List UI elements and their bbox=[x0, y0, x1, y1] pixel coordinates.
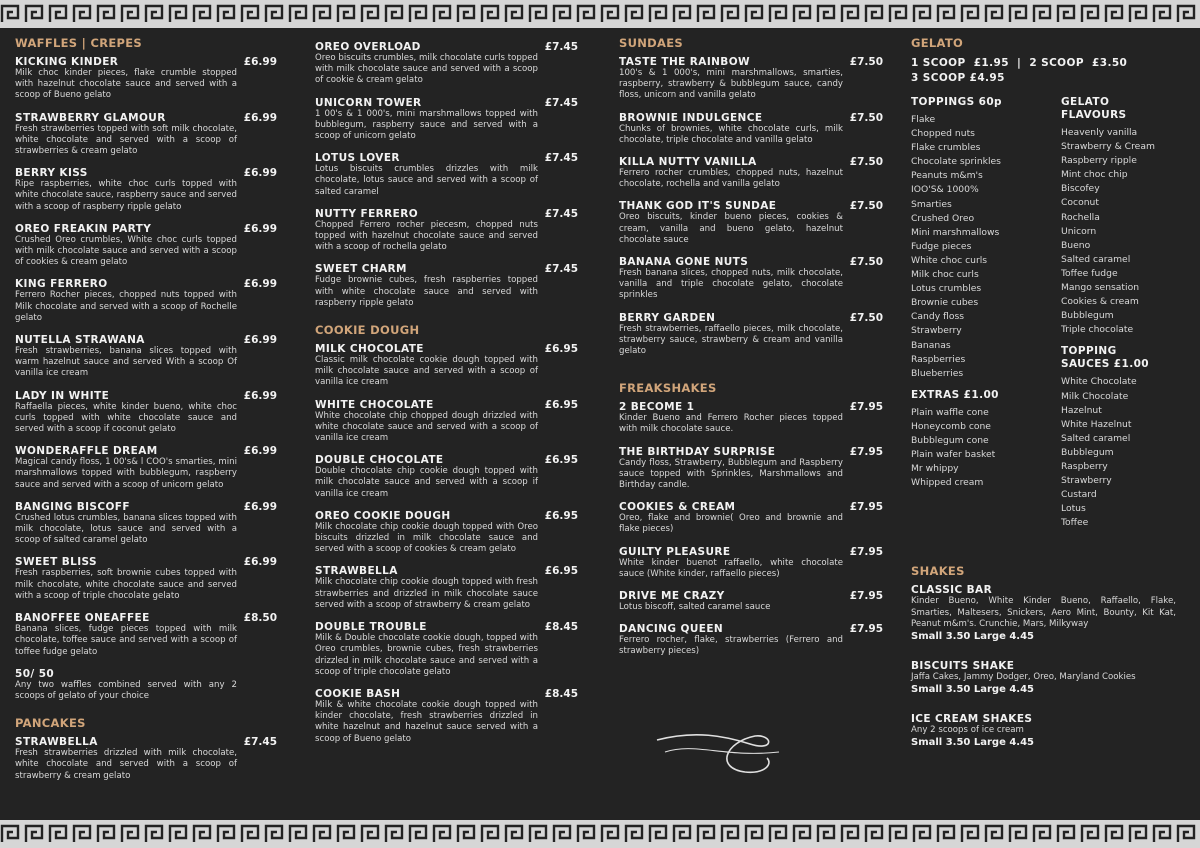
menu-item-name: NUTELLA STRAWANA bbox=[15, 334, 145, 347]
shake-description: Jaffa Cakes, Jammy Dodger, Oreo, Maryland Cookies bbox=[911, 672, 1136, 683]
extra-item: Plain wafer basket bbox=[911, 449, 996, 461]
greek-key-border-top bbox=[0, 0, 1200, 28]
menu-item-name: TASTE THE RAINBOW bbox=[619, 56, 751, 68]
menu-item-name: 50/ 50 bbox=[15, 667, 55, 680]
topping-item: Mini marshmallows bbox=[911, 226, 1000, 238]
topping-item: Milk choc curls bbox=[911, 269, 979, 281]
menu-item-description: Lotus biscuits crumbles drizzles with milk chocolate, lotus sauce and served with a scoop of salted caramel bbox=[315, 164, 538, 197]
topping-item: Bananas bbox=[911, 339, 951, 351]
flavour-item: Mango sensation bbox=[1061, 282, 1140, 294]
menu-item-price: £7.45 bbox=[544, 263, 578, 276]
menu-item bbox=[315, 343, 578, 389]
menu-item bbox=[315, 41, 578, 87]
menu-item bbox=[315, 510, 578, 556]
extra-item: Plain waffle cone bbox=[911, 406, 989, 418]
menu-item-price: £7.50 bbox=[849, 311, 883, 324]
menu-item-price: £6.99 bbox=[243, 278, 277, 291]
menu-item bbox=[619, 446, 883, 492]
menu-item-price: £7.50 bbox=[849, 156, 883, 169]
menu-item-price: £8.45 bbox=[544, 687, 578, 700]
shake-sizes: Small 3.50 Large 4.45 bbox=[911, 737, 1035, 749]
menu-item-description: Milk chocolate chip cookie dough topped with fresh strawberries and drizzled in milk chocolate sauce served with a scoop of strawberry & cream gelato bbox=[315, 577, 538, 610]
flavour-item: Triple chocolate bbox=[1061, 324, 1134, 336]
topping-item: Fudge pieces bbox=[911, 240, 972, 252]
menu-item-name: OREO OVERLOAD bbox=[315, 41, 421, 53]
topping-item: Chocolate sprinkles bbox=[911, 156, 1001, 168]
menu-item-price: £6.95 bbox=[544, 454, 578, 467]
menu-item-description: Crushed Oreo crumbles, White choc curls topped with milk chocolate sauce and served with a scoop of cookies & cream gelato bbox=[15, 234, 237, 268]
decorative-swirl-icon bbox=[655, 728, 785, 778]
section-title-sundaes: SUNDAES bbox=[619, 36, 683, 50]
column-sundaes-freakshakes bbox=[619, 36, 883, 668]
column-gelato-shakes bbox=[911, 36, 1176, 766]
menu-item-name: MILK CHOCOLATE bbox=[315, 343, 424, 356]
menu-item-price: £6.99 bbox=[243, 389, 277, 402]
menu-item bbox=[619, 312, 883, 358]
shake-description: Any 2 scoops of ice cream bbox=[911, 725, 1024, 736]
menu-item-price: £8.50 bbox=[243, 612, 277, 625]
menu-item-description: Banana slices, fudge pieces topped with milk chocolate, toffee sauce and served with a scoop of toffee fudge gelato bbox=[15, 624, 237, 657]
menu-item bbox=[315, 454, 578, 500]
menu-item-price: £7.95 bbox=[849, 623, 883, 636]
menu-item-description: White chocolate chip chopped dough drizzled with white chocolate sauce and served with a scoop of vanilla ice cream bbox=[315, 410, 538, 444]
menu-item-name: DOUBLE TROUBLE bbox=[315, 621, 427, 634]
menu-item-price: £6.99 bbox=[243, 222, 277, 235]
menu-item-name: UNICORN TOWER bbox=[315, 96, 422, 109]
flavour-item: Cookies & cream bbox=[1061, 296, 1139, 308]
menu-item-description: Fresh strawberries drizzled with milk chocolate, white chocolate and served with a scoop of strawberry & cream gelato bbox=[15, 748, 237, 781]
menu-item bbox=[15, 501, 277, 547]
menu-item-price: £6.99 bbox=[243, 556, 277, 569]
menu-item bbox=[315, 263, 578, 309]
menu-item-name: BERRY KISS bbox=[15, 167, 88, 180]
menu-item-name: STRAWBELLA bbox=[315, 565, 398, 578]
sauce-item: White Chocolate bbox=[1061, 376, 1137, 388]
menu-item bbox=[315, 688, 578, 745]
flavour-item: Heavenly vanilla bbox=[1061, 127, 1138, 138]
shake-description: Kinder Bueno, White Kinder Bueno, Raffaello, Flake, Smarties, Maltesers, Snickers, Aero Mint, Bounty, Kit Kat, Peanut m&m's. Crunchie, Mars, Milkyway bbox=[911, 596, 1176, 629]
topping-item: Candy floss bbox=[911, 311, 965, 323]
menu-item-description: Milk & Double chocolate cookie dough, topped with Oreo crumbles, brownie cubes, fresh strawberries drizzled in milk chocolate sauce and served with a scoop of triple chocolate gelato bbox=[315, 633, 538, 677]
menu-item-price: £7.45 bbox=[544, 96, 578, 109]
topping-item: Peanuts m&m's bbox=[911, 170, 983, 182]
menu-item-description: Kinder Bueno and Ferrero Rocher pieces topped with milk chocolate sauce. bbox=[619, 413, 843, 435]
topping-item: Raspberries bbox=[911, 353, 966, 365]
menu-item-description: Ripe raspberries, white choc curls topped with white chocolate sauce, raspberry sauce and served with a scoop of raspberry ripple gelato bbox=[15, 179, 237, 212]
extras-list bbox=[911, 406, 1061, 491]
menu-item-name: COOKIE BASH bbox=[315, 687, 401, 700]
menu-item-name: WHITE CHOCOLATE bbox=[315, 398, 434, 411]
menu-item-description: Oreo, flake and brownie( Oreo and brownie and flake pieces) bbox=[619, 513, 843, 535]
menu-item-price: £7.50 bbox=[849, 56, 883, 68]
extra-item: Honeycomb cone bbox=[911, 420, 991, 432]
gelato-price-line-1: 1 SCOOP £1.95 | 2 SCOOP £3.50 bbox=[911, 57, 1128, 69]
menu-item bbox=[619, 256, 883, 302]
menu-item bbox=[15, 736, 277, 782]
menu-item-description: Milk chocolate chip cookie dough topped with Oreo biscuits drizzled in milk chocolate sauce and served with a scoop of cookies & cream gelato bbox=[315, 521, 538, 555]
topping-item: White choc curls bbox=[911, 254, 988, 266]
menu-item-price: £7.45 bbox=[544, 152, 578, 165]
menu-item-name: BANOFFEE ONEAFFEE bbox=[15, 612, 150, 625]
menu-item bbox=[315, 565, 578, 611]
menu-item bbox=[15, 223, 277, 269]
menu-item-price: £7.50 bbox=[849, 200, 883, 213]
sauce-item: Custard bbox=[1061, 489, 1097, 501]
menu-item-name: KING FERRERO bbox=[15, 278, 108, 291]
menu-item bbox=[315, 97, 578, 143]
menu-item-description: Fresh strawberries, raffaello pieces, milk chocolate, strawberry sauce, strawberry & cream and vanilla gelato bbox=[619, 323, 843, 357]
menu-item-name: DRIVE ME CRAZY bbox=[619, 590, 725, 603]
flavour-item: Unicorn bbox=[1061, 225, 1097, 237]
menu-item-description: Chopped Ferrero rocher piecesm, chopped nuts topped with hazelnut chocolate sauce and served with a scoop of rochella gelato bbox=[315, 219, 538, 253]
menu-item-name: WONDERAFFLE DREAM bbox=[15, 445, 158, 458]
flavours-title: GELATO FLAVOURS bbox=[1061, 96, 1127, 121]
menu-item bbox=[15, 278, 277, 324]
topping-item: Lotus crumbles bbox=[911, 283, 982, 295]
menu-item-description: Lotus biscoff, salted caramel sauce bbox=[619, 602, 771, 613]
menu-item-price: £7.95 bbox=[849, 590, 883, 603]
menu-item-name: OREO FREAKIN PARTY bbox=[15, 222, 152, 235]
topping-item: Brownie cubes bbox=[911, 297, 979, 309]
menu-item-price: £7.45 bbox=[544, 207, 578, 220]
section-title-cookie-dough: COOKIE DOUGH bbox=[315, 323, 420, 338]
menu-item-description: Milk choc kinder pieces, flake crumble stopped with hazelnut chocolate sauce and served with a scoop of Bueno gelato bbox=[15, 68, 237, 101]
flavour-item: Strawberry & Cream bbox=[1061, 141, 1155, 153]
sauce-item: Milk Chocolate bbox=[1061, 390, 1129, 402]
menu-item-name: COOKIES & CREAM bbox=[619, 501, 736, 514]
menu-item bbox=[619, 112, 883, 146]
menu-item-name: LADY IN WHITE bbox=[15, 389, 110, 402]
sauce-item: Bubblegum bbox=[1061, 446, 1114, 458]
menu-item-description: Milk & white chocolate cookie dough topped with kinder chocolate, fresh strawberries drizzled in white hazelnut and hazelnut sauce served with a scoop of Bueno gelato bbox=[315, 699, 538, 744]
menu-item-name: SWEET BLISS bbox=[15, 556, 97, 569]
flavour-item: Salted caramel bbox=[1061, 253, 1131, 265]
topping-item: Flake crumbles bbox=[911, 142, 981, 154]
menu-item-price: £6.99 bbox=[243, 445, 277, 458]
sauce-item: Salted caramel bbox=[1061, 432, 1131, 444]
section-title-waffles: WAFFLES | CREPES bbox=[15, 36, 142, 50]
menu-item-description: 100's & 1 000's, mini marshmallows, smarties, raspberry, strawberry & bubblegum sauce, candy floss, unicorn and vanilla gelato bbox=[619, 68, 843, 101]
flavour-item: Rochella bbox=[1061, 211, 1100, 223]
topping-item: Crushed Oreo bbox=[911, 212, 975, 224]
menu-item-name: NUTTY FERRERO bbox=[315, 207, 419, 220]
menu-item bbox=[619, 56, 883, 102]
toppings-title: TOPPINGS 60p bbox=[911, 96, 1002, 108]
menu-item-price: £7.50 bbox=[849, 111, 883, 124]
menu-item bbox=[315, 152, 578, 198]
menu-item-price: £6.99 bbox=[243, 334, 277, 347]
topping-item: Smarties bbox=[911, 198, 952, 210]
menu-item-price: £6.95 bbox=[544, 509, 578, 522]
flavour-item: Coconut bbox=[1061, 197, 1099, 209]
menu-item-description: Magical candy floss, 1 00's& l COO's smarties, mini marshmallows topped with bubblegum, raspberry sauce and served with a scoop of unicorn gelato bbox=[15, 457, 237, 490]
shake-item bbox=[911, 584, 1176, 642]
column-waffles-pancakes bbox=[15, 36, 277, 792]
menu-item-description: Double chocolate chip cookie dough topped with milk chocolate sauce and served with a scoop if vanilla ice cream bbox=[315, 466, 538, 499]
flavour-item: Toffee fudge bbox=[1061, 267, 1118, 279]
menu-item-description: Classic milk chocolate cookie dough topped with milk chocolate sauce and served with a scoop of vanilla ice cream bbox=[315, 355, 538, 388]
flavour-item: Bueno bbox=[1061, 239, 1091, 251]
menu-item-price: £6.99 bbox=[243, 167, 277, 180]
topping-item: Blueberries bbox=[911, 367, 964, 379]
menu-item-description: 1 00's & 1 000's, mini marshmallows topped with bubblegum, raspberry sauce and served with a scoop of unicorn gelato bbox=[315, 108, 538, 142]
menu-item-description: Ferrero Rocher pieces, chopped nuts topped with Milk chocolate and served with a scoop of Rochelle gelato bbox=[15, 290, 237, 323]
menu-item bbox=[15, 334, 277, 380]
shake-name: ICE CREAM SHAKES bbox=[911, 713, 1033, 726]
gelato-price-line-2: 3 SCOOP £4.95 bbox=[911, 72, 1005, 84]
shake-sizes: Small 3.50 Large 4.45 bbox=[911, 631, 1035, 643]
section-title-shakes: SHAKES bbox=[911, 564, 965, 579]
menu-item bbox=[15, 56, 277, 102]
menu-item-name: SWEET CHARM bbox=[315, 263, 407, 276]
menu-item-name: KILLA NUTTY VANILLA bbox=[619, 156, 757, 169]
section-title-pancakes: PANCAKES bbox=[15, 716, 86, 731]
flavour-item: Mint choc chip bbox=[1061, 169, 1128, 181]
menu-item-price: £7.95 bbox=[849, 401, 883, 414]
menu-item-price: £6.95 bbox=[544, 398, 578, 411]
flavour-item: Raspberry ripple bbox=[1061, 155, 1137, 167]
sauce-item: Toffee bbox=[1061, 517, 1089, 529]
sauce-item: White Hazelnut bbox=[1061, 418, 1132, 430]
menu-item-price: £7.95 bbox=[849, 445, 883, 458]
menu-item-description: Ferrero rocher, flake, strawberries (Ferrero and strawberry pieces) bbox=[619, 635, 843, 657]
column-specials-cookie-dough bbox=[315, 36, 578, 755]
menu-item bbox=[315, 399, 578, 445]
flavour-item: Bubblegum bbox=[1061, 310, 1114, 322]
menu-item bbox=[15, 112, 277, 158]
menu-item-description: Chunks of brownies, white chocolate curls, milk chocolate, triple chocolate and vanilla gelato bbox=[619, 123, 843, 145]
shake-name: BISCUITS SHAKE bbox=[911, 660, 1015, 673]
menu-item-price: £6.99 bbox=[243, 111, 277, 124]
sauces-title-2: SAUCES £1.00 bbox=[1061, 358, 1150, 371]
menu-item-name: GUILTY PLEASURE bbox=[619, 545, 731, 558]
menu-item bbox=[619, 623, 883, 657]
menu-item-name: DOUBLE CHOCOLATE bbox=[315, 454, 444, 467]
menu-item-name: THE BIRTHDAY SURPRISE bbox=[619, 445, 776, 458]
menu-item bbox=[619, 501, 883, 535]
topping-item: Strawberry bbox=[911, 325, 962, 337]
menu-item-description: Oreo biscuits, kinder bueno pieces, cookies & cream, vanilla and bueno gelato, hazelnut chocolate sauce bbox=[619, 212, 843, 245]
gelato-options bbox=[911, 96, 1176, 530]
extra-item: Mr whippy bbox=[911, 463, 959, 475]
sauce-item: Hazelnut bbox=[1061, 404, 1102, 416]
menu-item-description: White kinder buenot raffaello, white chocolate sauce (White kinder, raffaello pieces) bbox=[619, 557, 843, 579]
shake-name: CLASSIC BAR bbox=[911, 584, 993, 597]
menu-item-name: LOTUS LOVER bbox=[315, 152, 400, 165]
menu-item-name: DANCING QUEEN bbox=[619, 623, 724, 636]
shake-sizes: Small 3.50 Large 4.45 bbox=[911, 684, 1035, 696]
menu-item-name: KICKING KINDER bbox=[15, 56, 119, 68]
menu-item-description: Any two waffles combined served with any 2 scoops of gelato of your choice bbox=[15, 679, 237, 701]
section-title-gelato: GELATO bbox=[911, 36, 964, 50]
menu-item bbox=[619, 156, 883, 190]
menu-item-name: BROWNIE INDULGENCE bbox=[619, 111, 763, 124]
menu-item-description: Ferrero rocher crumbles, chopped nuts, hazelnut chocolate, rochella and vanilla gelato bbox=[619, 168, 843, 190]
menu-item-description: Fresh strawberries topped with soft milk chocolate, white chocolate and served with a scoop of strawberries & cream gelato bbox=[15, 123, 237, 157]
menu-item-description: Fresh raspberries, soft brownie cubes topped with milk chocolate, white chocolate sauce and served with a scoop of triple chocolate gelato bbox=[15, 568, 237, 601]
sauce-item: Strawberry bbox=[1061, 475, 1112, 487]
flavour-item: Biscofey bbox=[1061, 183, 1100, 195]
menu-item bbox=[619, 200, 883, 246]
toppings-list bbox=[911, 113, 1061, 381]
menu-item bbox=[15, 556, 277, 602]
menu-item-name: THANK GOD IT'S SUNDAE bbox=[619, 200, 777, 213]
menu-item bbox=[15, 445, 277, 491]
sauce-item: Lotus bbox=[1061, 503, 1086, 515]
menu-item-description: Raffaella pieces, white kinder bueno, white choc curls topped with white chocolate sauce and served with a scoop if coconut gelato bbox=[15, 401, 237, 435]
topping-item: Chopped nuts bbox=[911, 128, 975, 140]
extra-item: Bubblegum cone bbox=[911, 434, 989, 446]
menu-item-price: £7.45 bbox=[243, 736, 277, 749]
menu-item bbox=[315, 208, 578, 254]
menu-item-name: OREO COOKIE DOUGH bbox=[315, 509, 451, 522]
menu-item-description: Fudge brownie cubes, fresh raspberries topped with white chocolate sauce and served with raspberry ripple gelato bbox=[315, 275, 538, 308]
sauce-item: Raspberry bbox=[1061, 460, 1108, 472]
menu-item bbox=[15, 668, 277, 702]
topping-item: Flake bbox=[911, 114, 936, 125]
menu-item-description: Oreo biscuits crumbles, milk chocolate curls topped with milk chocolate sauce and served with a scoop of cookie & cream gelato bbox=[315, 53, 538, 86]
menu-item-price: £6.99 bbox=[243, 500, 277, 513]
menu-item-name: BANANA GONE NUTS bbox=[619, 256, 749, 269]
topping-item: IOO'S& 1000% bbox=[911, 184, 979, 196]
menu-item-description: Crushed lotus crumbles, banana slices topped with milk chocolate, lotus sauce and served with a scoop of salted caramel gelato bbox=[15, 512, 237, 546]
menu-item-name: STRAWBELLA bbox=[15, 736, 98, 749]
menu-item-description: Fresh strawberries, banana slices topped with warm hazelnut sauce and served With a scoop Of vanilla ice cream bbox=[15, 346, 237, 379]
extra-item: Whipped cream bbox=[911, 477, 984, 489]
menu-item-price: £7.50 bbox=[849, 256, 883, 269]
menu-item bbox=[15, 612, 277, 658]
menu-item-name: STRAWBERRY GLAMOUR bbox=[15, 111, 166, 124]
menu-item-price: £7.95 bbox=[849, 501, 883, 514]
section-title-freakshakes: FREAKSHAKES bbox=[619, 381, 717, 396]
menu-item-name: BERRY GARDEN bbox=[619, 311, 716, 324]
menu-item bbox=[619, 401, 883, 435]
shake-item bbox=[911, 660, 1176, 695]
menu-item-price: £6.95 bbox=[544, 565, 578, 578]
menu-item-description: Fresh banana slices, chopped nuts, milk chocolate, vanilla and triple chocolate gelato, chocolate sprinkles bbox=[619, 268, 843, 301]
greek-key-border-bottom bbox=[0, 820, 1200, 848]
menu-item bbox=[619, 590, 883, 613]
sauces-title-1: TOPPING bbox=[1061, 345, 1117, 358]
menu-item-price: £7.95 bbox=[849, 545, 883, 558]
menu-item bbox=[15, 390, 277, 436]
menu-item-name: BANGING BISCOFF bbox=[15, 500, 130, 513]
menu-item bbox=[315, 621, 578, 678]
extras-title: EXTRAS £1.00 bbox=[911, 388, 999, 401]
flavours-list bbox=[1061, 126, 1176, 337]
menu-item-name: 2 BECOME 1 bbox=[619, 401, 695, 414]
menu-item-description: Candy floss, Strawberry, Bubblegum and Raspberry sauce topped with Sprinkles, Marshmallows and Birthday candle. bbox=[619, 457, 843, 491]
menu-item-price: £6.99 bbox=[243, 56, 277, 68]
shake-item bbox=[911, 713, 1176, 748]
menu-item-price: £8.45 bbox=[544, 621, 578, 634]
menu-item bbox=[619, 546, 883, 580]
menu-item-price: £6.95 bbox=[544, 343, 578, 356]
sauces-list bbox=[1061, 375, 1176, 530]
menu-item-price: £7.45 bbox=[544, 41, 578, 53]
menu-item bbox=[15, 167, 277, 213]
